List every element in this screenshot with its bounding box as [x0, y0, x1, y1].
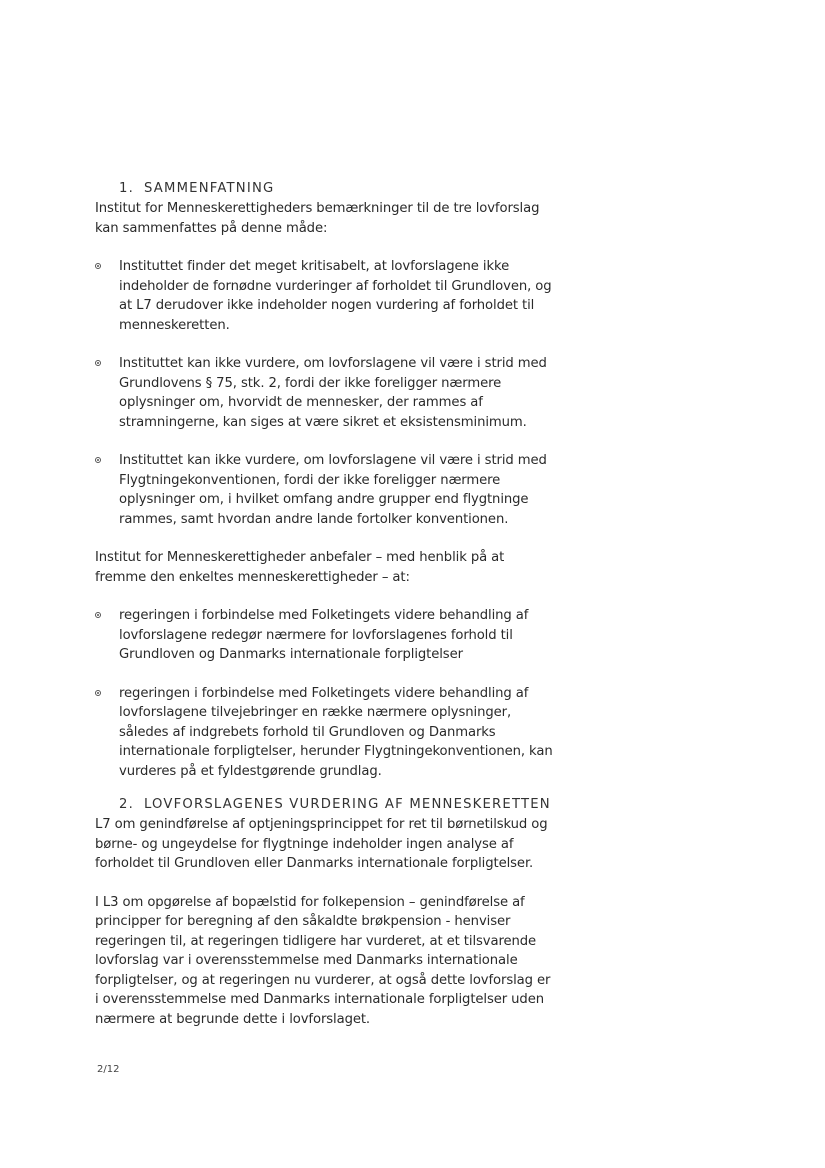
- bullet-icon: [95, 612, 101, 618]
- summary-bullet-item: [95, 257, 555, 335]
- section-2-title: LOVFORSLAGENES VURDERING AF MENNESKERETTEN: [143, 797, 551, 812]
- recommendation-bullet-list: [95, 606, 555, 781]
- section-2-heading: [119, 795, 555, 815]
- recommendation-bullet-text: regeringen i forbindelse med Folketingets videre behandling af lovforslagene redegør nærmere for lovforslagenes forhold til Grundloven og Danmarks internationale forpligtelser: [119, 608, 529, 662]
- section-1-title: SAMMENFATNING: [143, 181, 275, 196]
- page-content: [95, 179, 555, 1029]
- section-2-paragraph: L7 om genindførelse af optjeningsprincippet for ret til børnetilskud og børne- og ungeydelse for flygtninge indeholder ingen analyse af forholdet til Grundloven eller Danmarks internationale forpligtelser.: [95, 817, 548, 871]
- section-2-number: 2.: [119, 797, 134, 812]
- section-1-heading: [119, 179, 555, 199]
- section-1-intro: Institut for Menneskerettigheders bemærkninger til de tre lovforslag kan sammenfattes på denne måde:: [95, 201, 540, 236]
- bullet-icon: [95, 263, 101, 269]
- recommendation-intro: Institut for Menneskerettigheder anbefaler – med henblik på at fremme den enkeltes menneskerettigheder – at:: [95, 550, 505, 585]
- summary-bullet-text: Instituttet kan ikke vurdere, om lovforslagene vil være i strid med Grundlovens § 75, stk. 2, fordi der ikke foreligger nærmere oplysninger om, hvorvidt de mennesker, der rammes af stramningerne, kan siges at være sikret et eksistensminimum.: [119, 356, 547, 430]
- section-1-number: 1.: [119, 181, 134, 196]
- bullet-icon: [95, 690, 101, 696]
- recommendation-bullet-item: [95, 684, 555, 782]
- summary-bullet-text: Instituttet kan ikke vurdere, om lovforslagene vil være i strid med Flygtningekonventionen, fordi der ikke foreligger nærmere oplysninger om, i hvilket omfang andre grupper end flygtninge rammes, samt hvordan andre lande fortolker konventionen.: [119, 453, 547, 527]
- summary-bullet-list: [95, 257, 555, 529]
- recommendation-bullet-text: regeringen i forbindelse med Folketingets videre behandling af lovforslagene tilvejebringer en række nærmere oplysninger, således af indgrebets forhold til Grundloven og Danmarks internationale forpligtelser, herunder Flygtningekonventionen, kan vurderes på et fyldestgørende grundlag.: [119, 685, 553, 779]
- bullet-icon: [95, 360, 101, 366]
- summary-bullet-text: Instituttet finder det meget kritisabelt, at lovforslagene ikke indeholder de fornødne vurderinger af forholdet til Grundloven, og at L7 derudover ikke indeholder nogen vurdering af forholdet til menneskeretten.: [119, 259, 552, 333]
- summary-bullet-item: [95, 451, 555, 529]
- page-number: 2/12: [97, 1064, 120, 1075]
- recommendation-bullet-item: [95, 606, 555, 665]
- section-2-paragraph: I L3 om opgørelse af bopælstid for folkepension – genindførelse af principper for beregning af den såkaldte brøkpension - henviser regeringen til, at regeringen tidligere har vurderet, at et tilsvarende lovforslag var i overensstemmelse med Danmarks internationale forpligtelser, og at regeringen nu vurderer, at også dette lovforslag er i overensstemmelse med Danmarks internationale forpligtelser uden nærmere at begrunde dette i lovforslaget.: [95, 894, 551, 1027]
- bullet-icon: [95, 457, 101, 463]
- summary-bullet-item: [95, 354, 555, 432]
